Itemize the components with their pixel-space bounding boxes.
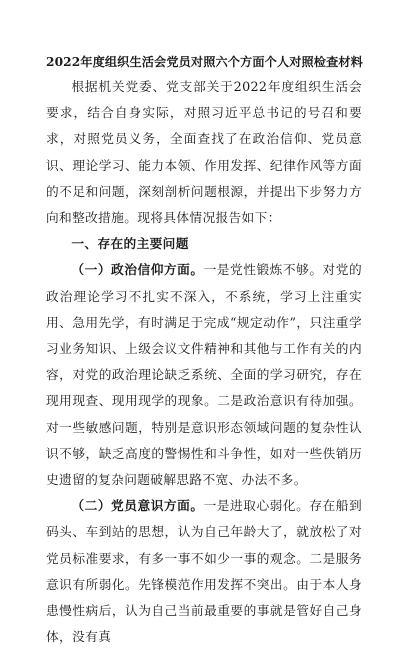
section-heading-main-problems: 一、存在的主要问题 [71, 236, 189, 252]
political-belief-paragraph [46, 257, 362, 493]
document-title: 2022年度组织生活会党员对照六个方面个人对照检查材料 [46, 55, 363, 69]
intro-paragraph: 根据机关党委、党支部关于2022年度组织生活会要求，结合自身实际，对照习近平总书记的号召和要求，对照党员义务，全面查找了在政治信仰、党员意识、理论学习、能力本领、作用发挥、纪律作风等方面的不足和问题，深刻剖析问题根源，并提出下步努力方向和整改措施。现将具体情况报告如下： [46, 79, 362, 226]
political-belief-text: 一是党性锻炼不够。对党的政治理论学习不扎实不深入，不系统，学习上注重实用、急用先学，有时满足于完成“规定动作”，只注重学习业务知识、上级会议文件精神和其他与工作有关的内容，对党的政治理论缺乏系统、全面的学习研究，存在现用现查、现用现学的现象。二是政治意识有待加强。对一些敏感问题，特别是意识形态领域问题的复杂性认识不够，缺乏高度的警惕性和斗争性，如对一些佚销历史遗留的复杂问题破解思路不宽、办法不多。 [46, 262, 363, 488]
party-awareness-paragraph [46, 493, 362, 650]
party-awareness-lead: （二）党员意识方面。 [71, 498, 204, 514]
party-awareness-text: 一是进取心弱化。存在船到码头、车到站的思想，认为自己年龄大了，就放松了对党员标准要求，有多一事不如少一事的观念。二是服务意识有所弱化。先锋模范作用发挥不突出。由于本人身患慢性病后，认为自己当前最重要的事就是管好自己身体，没有真 [46, 498, 363, 645]
political-belief-lead: （一）政治信仰方面。 [71, 262, 204, 278]
